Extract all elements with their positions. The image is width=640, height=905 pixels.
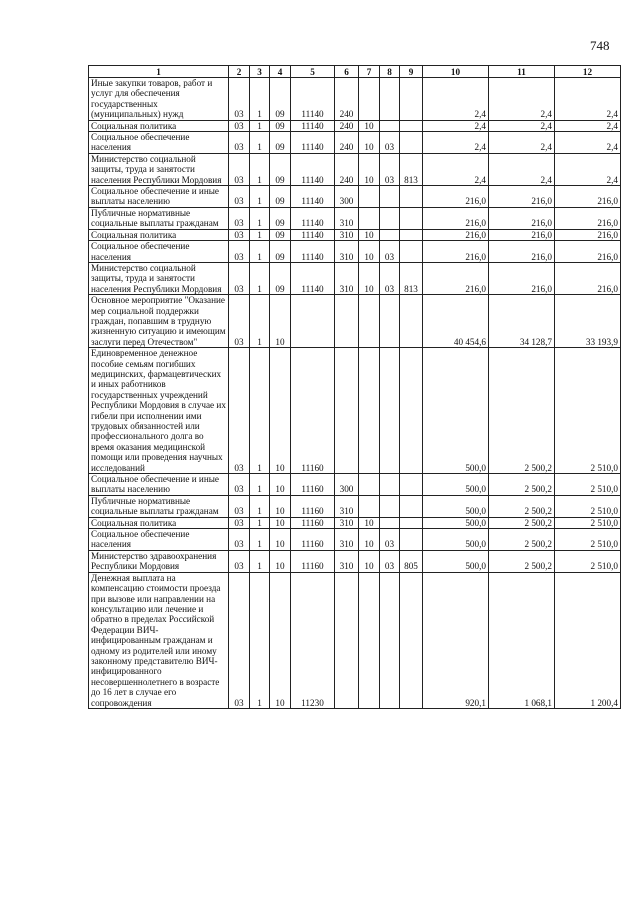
code-7: 10 <box>359 262 380 294</box>
amount-10: 500,0 <box>423 517 489 528</box>
code-3: 1 <box>250 262 270 294</box>
col-header-9: 9 <box>400 66 423 78</box>
code-3: 1 <box>250 132 270 154</box>
code-5: 11160 <box>291 495 335 517</box>
row-name: Социальная политика <box>89 120 229 131</box>
code-2: 03 <box>229 495 250 517</box>
code-9 <box>400 207 423 229</box>
code-5: 11160 <box>291 474 335 496</box>
code-6: 310 <box>335 529 359 551</box>
code-2: 03 <box>229 572 250 708</box>
code-8 <box>380 207 400 229</box>
amount-10: 500,0 <box>423 474 489 496</box>
amount-10: 500,0 <box>423 348 489 474</box>
table-row <box>89 132 621 154</box>
col-header-7: 7 <box>359 66 380 78</box>
amount-11: 34 128,7 <box>489 295 555 348</box>
code-5: 11140 <box>291 78 335 121</box>
col-header-10: 10 <box>423 66 489 78</box>
amount-12: 216,0 <box>555 229 621 240</box>
code-3: 1 <box>250 474 270 496</box>
code-9 <box>400 529 423 551</box>
amount-12: 2 510,0 <box>555 550 621 572</box>
code-4: 09 <box>270 262 291 294</box>
table-row <box>89 120 621 131</box>
amount-11: 2 500,2 <box>489 517 555 528</box>
amount-12: 2 510,0 <box>555 474 621 496</box>
row-name: Министерство социальной защиты, труда и занятости населения Республики Мордовия <box>89 262 229 294</box>
code-3: 1 <box>250 186 270 208</box>
code-6: 310 <box>335 517 359 528</box>
amount-12: 2 510,0 <box>555 517 621 528</box>
code-6: 240 <box>335 132 359 154</box>
code-5: 11140 <box>291 229 335 240</box>
code-7: 10 <box>359 153 380 185</box>
code-4: 10 <box>270 295 291 348</box>
code-6: 310 <box>335 241 359 263</box>
amount-10: 40 454,6 <box>423 295 489 348</box>
table-row <box>89 295 621 348</box>
amount-10: 500,0 <box>423 529 489 551</box>
amount-10: 920,1 <box>423 572 489 708</box>
row-name: Социальное обеспечение и иные выплаты населению <box>89 186 229 208</box>
code-6: 300 <box>335 474 359 496</box>
code-5: 11160 <box>291 348 335 474</box>
code-6 <box>335 295 359 348</box>
code-5: 11230 <box>291 572 335 708</box>
code-9 <box>400 120 423 131</box>
col-header-1: 1 <box>89 66 229 78</box>
amount-12: 216,0 <box>555 207 621 229</box>
table-row <box>89 78 621 121</box>
code-6 <box>335 348 359 474</box>
row-name: Социальное обеспечение населения <box>89 241 229 263</box>
amount-10: 2,4 <box>423 78 489 121</box>
code-9: 805 <box>400 550 423 572</box>
col-header-11: 11 <box>489 66 555 78</box>
table-row <box>89 186 621 208</box>
table-row <box>89 262 621 294</box>
amount-10: 216,0 <box>423 207 489 229</box>
amount-12: 2 510,0 <box>555 495 621 517</box>
code-5 <box>291 295 335 348</box>
code-8 <box>380 348 400 474</box>
code-3: 1 <box>250 153 270 185</box>
row-name: Публичные нормативные социальные выплаты гражданам <box>89 495 229 517</box>
amount-12: 216,0 <box>555 241 621 263</box>
code-4: 10 <box>270 529 291 551</box>
code-9 <box>400 495 423 517</box>
code-8 <box>380 229 400 240</box>
table-row <box>89 495 621 517</box>
code-3: 1 <box>250 550 270 572</box>
code-7 <box>359 207 380 229</box>
amount-11: 1 068,1 <box>489 572 555 708</box>
amount-12: 2 510,0 <box>555 348 621 474</box>
code-2: 03 <box>229 262 250 294</box>
amount-11: 216,0 <box>489 262 555 294</box>
amount-11: 216,0 <box>489 186 555 208</box>
code-8 <box>380 78 400 121</box>
code-2: 03 <box>229 295 250 348</box>
col-header-5: 5 <box>291 66 335 78</box>
code-9 <box>400 241 423 263</box>
row-name: Публичные нормативные социальные выплаты гражданам <box>89 207 229 229</box>
table-row <box>89 550 621 572</box>
amount-12: 1 200,4 <box>555 572 621 708</box>
row-name: Социальное обеспечение и иные выплаты населению <box>89 474 229 496</box>
code-7 <box>359 572 380 708</box>
code-5: 11160 <box>291 550 335 572</box>
code-5: 11160 <box>291 517 335 528</box>
amount-10: 2,4 <box>423 132 489 154</box>
amount-12: 216,0 <box>555 186 621 208</box>
amount-11: 2 500,2 <box>489 495 555 517</box>
code-4: 09 <box>270 186 291 208</box>
code-9 <box>400 517 423 528</box>
code-9 <box>400 348 423 474</box>
table-row <box>89 529 621 551</box>
code-5: 11140 <box>291 120 335 131</box>
row-name: Социальная политика <box>89 517 229 528</box>
code-3: 1 <box>250 295 270 348</box>
code-6: 240 <box>335 78 359 121</box>
code-7 <box>359 474 380 496</box>
code-8 <box>380 495 400 517</box>
code-4: 09 <box>270 78 291 121</box>
row-name: Основное мероприятие "Оказание мер социальной поддержки граждан, попавшим в трудную жизненную ситуацию и имеющим заслуги перед Отечеством" <box>89 295 229 348</box>
code-7: 10 <box>359 241 380 263</box>
amount-10: 2,4 <box>423 120 489 131</box>
code-8 <box>380 474 400 496</box>
code-7 <box>359 78 380 121</box>
code-6: 310 <box>335 550 359 572</box>
code-3: 1 <box>250 517 270 528</box>
table-row <box>89 474 621 496</box>
page-number: 748 <box>590 38 610 53</box>
amount-11: 2 500,2 <box>489 474 555 496</box>
code-4: 10 <box>270 572 291 708</box>
code-4: 10 <box>270 474 291 496</box>
col-header-3: 3 <box>250 66 270 78</box>
code-6: 240 <box>335 120 359 131</box>
code-2: 03 <box>229 517 250 528</box>
table-body <box>89 78 621 709</box>
amount-12: 33 193,9 <box>555 295 621 348</box>
code-4: 10 <box>270 517 291 528</box>
code-8: 03 <box>380 153 400 185</box>
code-7 <box>359 186 380 208</box>
code-3: 1 <box>250 229 270 240</box>
code-3: 1 <box>250 207 270 229</box>
code-8: 03 <box>380 529 400 551</box>
code-5: 11140 <box>291 241 335 263</box>
amount-11: 2,4 <box>489 132 555 154</box>
row-name: Социальная политика <box>89 229 229 240</box>
table-row <box>89 153 621 185</box>
amount-11: 2,4 <box>489 78 555 121</box>
code-9: 813 <box>400 262 423 294</box>
code-5: 11160 <box>291 529 335 551</box>
code-2: 03 <box>229 529 250 551</box>
code-4: 10 <box>270 495 291 517</box>
code-9 <box>400 572 423 708</box>
code-7 <box>359 495 380 517</box>
code-6: 310 <box>335 262 359 294</box>
code-6: 310 <box>335 229 359 240</box>
code-6: 240 <box>335 153 359 185</box>
code-4: 09 <box>270 132 291 154</box>
code-7: 10 <box>359 550 380 572</box>
code-4: 09 <box>270 241 291 263</box>
amount-10: 216,0 <box>423 262 489 294</box>
code-8: 03 <box>380 132 400 154</box>
col-header-6: 6 <box>335 66 359 78</box>
code-5: 11140 <box>291 207 335 229</box>
code-7 <box>359 295 380 348</box>
code-6: 310 <box>335 207 359 229</box>
code-5: 11140 <box>291 262 335 294</box>
amount-12: 2,4 <box>555 120 621 131</box>
code-9 <box>400 132 423 154</box>
code-9 <box>400 229 423 240</box>
code-9: 813 <box>400 153 423 185</box>
code-2: 03 <box>229 348 250 474</box>
budget-table <box>88 65 621 709</box>
amount-10: 500,0 <box>423 495 489 517</box>
code-2: 03 <box>229 474 250 496</box>
code-9 <box>400 78 423 121</box>
code-3: 1 <box>250 348 270 474</box>
amount-11: 2 500,2 <box>489 550 555 572</box>
code-8 <box>380 517 400 528</box>
amount-11: 216,0 <box>489 229 555 240</box>
amount-11: 2,4 <box>489 153 555 185</box>
amount-11: 2 500,2 <box>489 348 555 474</box>
amount-10: 216,0 <box>423 241 489 263</box>
table-row <box>89 241 621 263</box>
amount-12: 2,4 <box>555 78 621 121</box>
code-8 <box>380 572 400 708</box>
header-row <box>89 66 621 78</box>
table-row <box>89 207 621 229</box>
code-7: 10 <box>359 120 380 131</box>
row-name: Социальное обеспечение населения <box>89 529 229 551</box>
amount-10: 2,4 <box>423 153 489 185</box>
code-3: 1 <box>250 529 270 551</box>
code-9 <box>400 186 423 208</box>
col-header-8: 8 <box>380 66 400 78</box>
row-name: Иные закупки товаров, работ и услуг для обеспечения государственных (муниципальных) нужд <box>89 78 229 121</box>
amount-11: 2 500,2 <box>489 529 555 551</box>
code-5: 11140 <box>291 186 335 208</box>
amount-11: 2,4 <box>489 120 555 131</box>
amount-10: 216,0 <box>423 186 489 208</box>
col-header-12: 12 <box>555 66 621 78</box>
amount-11: 216,0 <box>489 241 555 263</box>
code-8: 03 <box>380 550 400 572</box>
code-4: 09 <box>270 153 291 185</box>
code-7: 10 <box>359 517 380 528</box>
code-2: 03 <box>229 153 250 185</box>
code-3: 1 <box>250 78 270 121</box>
col-header-4: 4 <box>270 66 291 78</box>
code-3: 1 <box>250 495 270 517</box>
code-6: 310 <box>335 495 359 517</box>
code-2: 03 <box>229 132 250 154</box>
row-name: Социальное обеспечение населения <box>89 132 229 154</box>
col-header-2: 2 <box>229 66 250 78</box>
code-6: 300 <box>335 186 359 208</box>
code-8: 03 <box>380 241 400 263</box>
code-8 <box>380 120 400 131</box>
code-8 <box>380 295 400 348</box>
code-4: 10 <box>270 348 291 474</box>
table-row <box>89 348 621 474</box>
row-name: Министерство здравоохранения Республики Мордовия <box>89 550 229 572</box>
code-3: 1 <box>250 241 270 263</box>
code-5: 11140 <box>291 153 335 185</box>
amount-12: 2 510,0 <box>555 529 621 551</box>
code-7: 10 <box>359 229 380 240</box>
code-2: 03 <box>229 550 250 572</box>
code-4: 10 <box>270 550 291 572</box>
code-2: 03 <box>229 120 250 131</box>
code-3: 1 <box>250 572 270 708</box>
code-2: 03 <box>229 241 250 263</box>
code-6 <box>335 572 359 708</box>
table-row <box>89 517 621 528</box>
row-name: Единовременное денежное пособие семьям погибших медицинских, фармацевтических и иных работников государственных учреждений Республики Мордовия в случае их гибели при исполнении ими трудовых обязанностей или профессионального долга во время оказания медицинской помощи или проведения научных исследований <box>89 348 229 474</box>
code-9 <box>400 295 423 348</box>
row-name: Денежная выплата на компенсацию стоимости проезда при вызове или направлении на консультацию или лечение и обратно в пределах Российской Федерации ВИЧ-инфицированным гражданам и одному из родителей или иному законному представителю ВИЧ-инфицированного несовершеннолетнего в возрасте до 16 лет в случае его сопровождения <box>89 572 229 708</box>
amount-12: 216,0 <box>555 262 621 294</box>
code-4: 09 <box>270 120 291 131</box>
code-5: 11140 <box>291 132 335 154</box>
amount-10: 216,0 <box>423 229 489 240</box>
amount-12: 2,4 <box>555 132 621 154</box>
code-4: 09 <box>270 207 291 229</box>
amount-12: 2,4 <box>555 153 621 185</box>
code-7: 10 <box>359 529 380 551</box>
code-8: 03 <box>380 262 400 294</box>
code-9 <box>400 474 423 496</box>
code-7 <box>359 348 380 474</box>
code-2: 03 <box>229 229 250 240</box>
code-2: 03 <box>229 207 250 229</box>
code-8 <box>380 186 400 208</box>
code-7: 10 <box>359 132 380 154</box>
row-name: Министерство социальной защиты, труда и занятости населения Республики Мордовия <box>89 153 229 185</box>
code-3: 1 <box>250 120 270 131</box>
table-row <box>89 572 621 708</box>
code-2: 03 <box>229 186 250 208</box>
code-4: 09 <box>270 229 291 240</box>
code-2: 03 <box>229 78 250 121</box>
amount-10: 500,0 <box>423 550 489 572</box>
amount-11: 216,0 <box>489 207 555 229</box>
table-row <box>89 229 621 240</box>
